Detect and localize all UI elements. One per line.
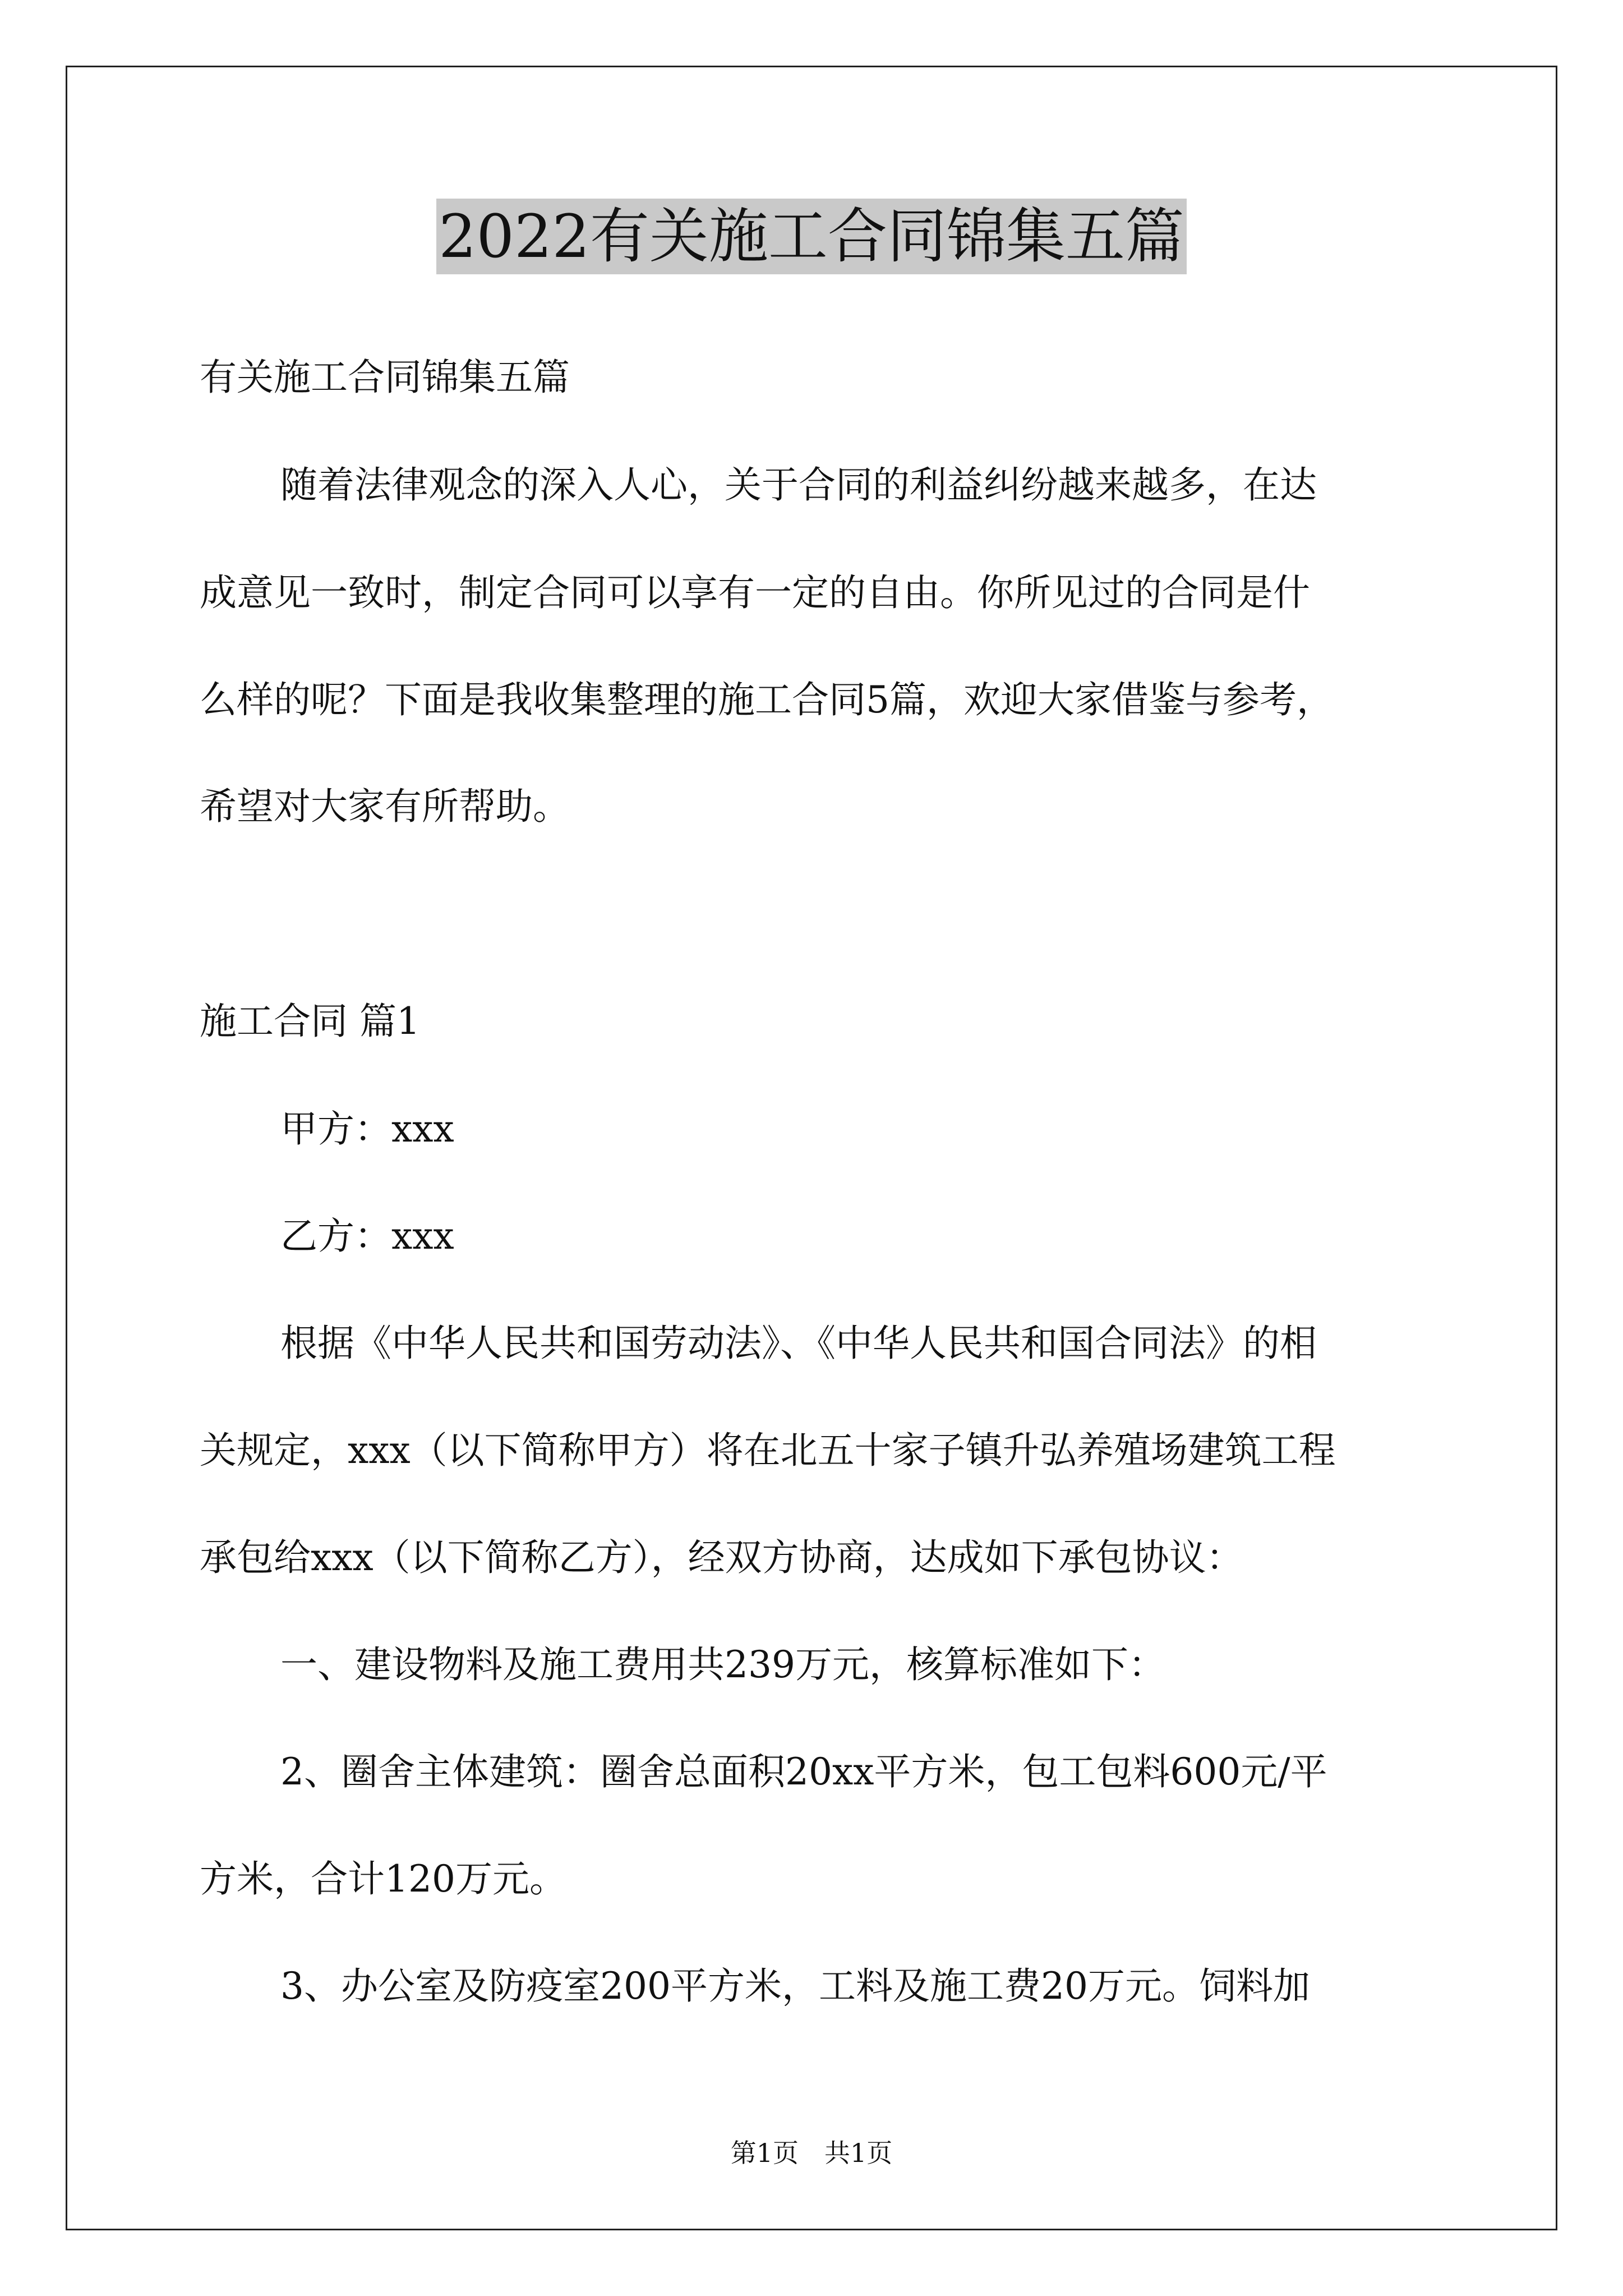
party-b: 乙方：xxx: [280, 1214, 454, 1258]
body-line: 方米，合计120万元。: [200, 1857, 566, 1901]
intro-line: 希望对大家有所帮助。: [200, 785, 570, 828]
intro-line: 成意见一致时，制定合同可以享有一定的自由。你所见过的合同是什: [200, 571, 1310, 614]
page-footer: 第1页 共1页: [730, 2138, 893, 2168]
body-line: 关规定，xxx（以下简称甲方）将在北五十家子镇升弘养殖场建筑工程: [200, 1429, 1336, 1472]
intro-line: 么样的呢？下面是我收集整理的施工合同5篇，欢迎大家借鉴与参考，: [200, 678, 1334, 721]
body-line: 承包给xxx（以下简称乙方），经双方协商，达成如下承包协议：: [200, 1536, 1243, 1579]
intro-line: 随着法律观念的深入人心，关于合同的利益纠纷越来越多，在达: [280, 463, 1317, 507]
document-subtitle: 有关施工合同锦集五篇: [200, 356, 570, 399]
party-a: 甲方：xxx: [280, 1107, 454, 1151]
body-line: 根据《中华人民共和国劳动法》、《中华人民共和国合同法》的相: [280, 1322, 1317, 1365]
document-title: 2022有关施工合同锦集五篇: [0, 197, 1623, 276]
body-line: 2、圈舍主体建筑：圈舍总面积20xx平方米，包工包料600元/平: [280, 1750, 1327, 1793]
body-line: 一、建设物料及施工费用共239万元，核算标准如下：: [280, 1643, 1165, 1686]
body-line: 3、办公室及防疫室200平方米，工料及施工费20万元。饲料加: [280, 1964, 1310, 2008]
section-heading: 施工合同 篇1: [200, 1000, 420, 1043]
